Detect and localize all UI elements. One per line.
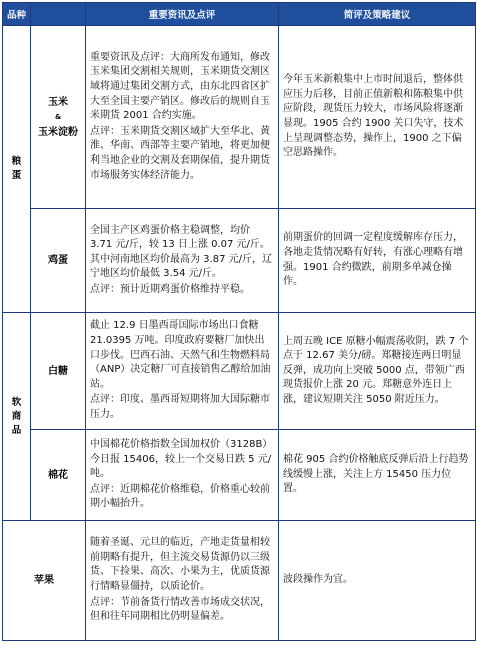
comment-text: 点评：近期棉花价格维稳，价格重心较前期小幅抬升。: [90, 483, 270, 510]
table-row: [3, 313, 476, 430]
category-cell: [3, 26, 31, 313]
header-row: [3, 3, 476, 26]
strategy-cell: [279, 430, 476, 521]
strategy-cell: [279, 521, 476, 641]
product-cell: [3, 521, 86, 641]
table-row: [3, 209, 476, 313]
product-ampersand: &: [54, 112, 62, 121]
strategy-text: 棉花 905 合约价格触底反弹后沿上行趋势线缓慢上涨，关注上方 15450 压力位置。: [283, 454, 469, 495]
strategy-cell: [279, 26, 476, 209]
product-cell: [31, 313, 86, 430]
table-row: [3, 521, 476, 641]
strategy-text: 今年玉米新粮集中上市时间退后，整体供应压力后移，目前正值新粮和陈粮集中供应阶段，现货压力较大，市场风险将逐渐显现。1905 合约 1900 关口失守，技术上呈现调整态势，操作上，1900 之下偏空思路操作。: [283, 74, 464, 159]
product-name: 苹果: [34, 575, 54, 586]
category-label: 粮 蛋: [11, 156, 22, 181]
table-row: [3, 430, 476, 521]
product-name-2: 玉米淀粉: [38, 126, 78, 138]
news-text: 随着圣诞、元旦的临近，产地走货量相较前期略有提升，但主流交易货源仍以三级货、下捡果、高次、小果为主，优质货源行情略显僵持，以质论价。: [90, 537, 270, 592]
strategy-text: 波段操作为宜。: [283, 574, 353, 586]
product-name: 玉米: [48, 96, 68, 108]
comment-text: 点评：节前备货行情改善市场成交状况，但和往年同期相比仍明显偏差。: [90, 596, 270, 623]
header-strategy: 简评及策略建议: [279, 3, 476, 26]
strategy-text: 前期蛋价的回调一定程度缓解库存压力，各地走货情况略有好转，有涨心理略有增强。1901 合约微跌，前期多单减仓操作。: [283, 232, 463, 288]
strategy-text: 上周五晚 ICE 原糖小幅震荡收阴，跌 7 个点于 12.67 美分/磅。郑糖接连两日明显反弹，成功向上突破 5000 点，带领广西现货报价上涨 20 元。郑糖意外连日上涨，建议短期关注 5050 附近压力。: [283, 335, 469, 405]
table-row: [3, 26, 476, 209]
report-table: [2, 2, 476, 641]
category-label: 软 商 品: [11, 396, 22, 436]
header-news: 重要资讯及点评: [86, 3, 279, 26]
product-cell: [31, 209, 86, 313]
product-name: 棉花: [48, 469, 68, 481]
news-text: 全国主产区鸡蛋价格主稳调整，均价 3.71 元/斤，较 13 日上涨 0.07 元/斤。其中河南地区均价最高为 3.87 元/斤，辽宁地区均价最低 3.54 元/斤。: [90, 224, 272, 280]
news-text: 中国棉花价格指数全国加权价（3128B）今日报 15406，较上一个交易日跌 5 元/吨。: [90, 439, 273, 480]
strategy-cell: [279, 313, 476, 430]
comment-text: 点评：玉米期货交割区域扩大至华北、黄淮、华南、西部等主要产销地，将更加便利当地企业的交割及套期保值，提升期货市场服务实体经济能力。: [90, 125, 270, 181]
news-cell: [86, 521, 279, 641]
news-cell: [86, 313, 279, 430]
product-cell: [31, 26, 86, 209]
header-product: [31, 3, 86, 26]
news-text: 截止 12.9 日墨西哥国际市场出口食糖 21.0395 万吨。印度政府要糖厂加快出口步伐。巴西石油、天然气和生物燃料局（ANP）决定糖厂可直接销售乙醇给加油站。: [90, 320, 271, 390]
comment-text: 点评：预计近期鸡蛋价格维持平稳。: [90, 283, 250, 295]
category-cell: [3, 313, 31, 521]
news-text: 重要资讯及点评：大商所发布通知，修改玉米集团交割相关规则，玉米期货交割区域将通过集团交割方式，由东北四省区扩大至全国主要产销区。修改后的规则自玉米期货 2001 合约实施。: [90, 51, 270, 122]
news-cell: [86, 26, 279, 209]
strategy-cell: [279, 209, 476, 313]
product-cell: [31, 430, 86, 521]
product-name: 鸡蛋: [48, 255, 68, 266]
comment-text: 点评：印度、墨西哥短期将加大国际糖市压力。: [90, 394, 270, 420]
news-cell: [86, 430, 279, 521]
product-name: 白糖: [48, 365, 68, 377]
header-category: 品种: [3, 3, 31, 26]
news-cell: [86, 209, 279, 313]
